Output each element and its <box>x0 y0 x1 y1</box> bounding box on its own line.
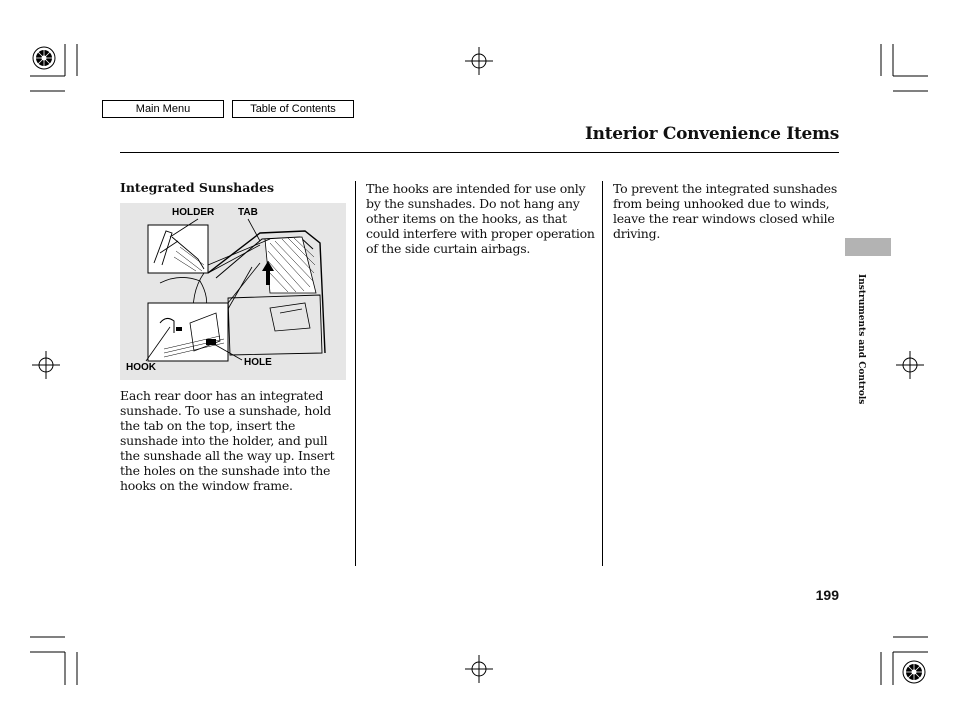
section-heading: Integrated Sunshades <box>120 180 275 195</box>
page-number: 199 <box>815 587 839 603</box>
page-title: Interior Convenience Items <box>585 124 839 144</box>
table-of-contents-button[interactable]: Table of Contents <box>232 100 354 118</box>
sunshade-diagram <box>120 203 346 380</box>
column-2-paragraph: The hooks are intended for use only by the sunshades. Do not hang any other items on the hooks, as that could interfere with proper operation of the side curtain airbags. <box>366 181 595 256</box>
column-divider-2 <box>602 181 603 566</box>
column-3-paragraph: To prevent the integrated sunshades from being unhooked due to winds, leave the rear windows closed while driving. <box>613 181 837 241</box>
main-menu-button[interactable]: Main Menu <box>102 100 224 118</box>
column-divider-1 <box>355 181 356 566</box>
column-1-paragraph: Each rear door has an integrated sunshade. To use a sunshade, hold the tab on the top, insert the sunshade into the holder, and pull the sunshade all the way up. Insert the holes on the sunshade into the hooks on the window frame. <box>120 388 335 493</box>
chapter-tab <box>845 238 891 256</box>
sunshade-illustration <box>120 203 346 380</box>
figure-label-hook: HOOK <box>126 362 156 373</box>
figure-label-tab: TAB <box>238 207 258 218</box>
figure-label-hole: HOLE <box>244 357 272 368</box>
header-divider <box>120 152 839 153</box>
chapter-tab-label: Instruments and Controls <box>856 274 866 405</box>
figure-label-holder: HOLDER <box>172 207 215 218</box>
